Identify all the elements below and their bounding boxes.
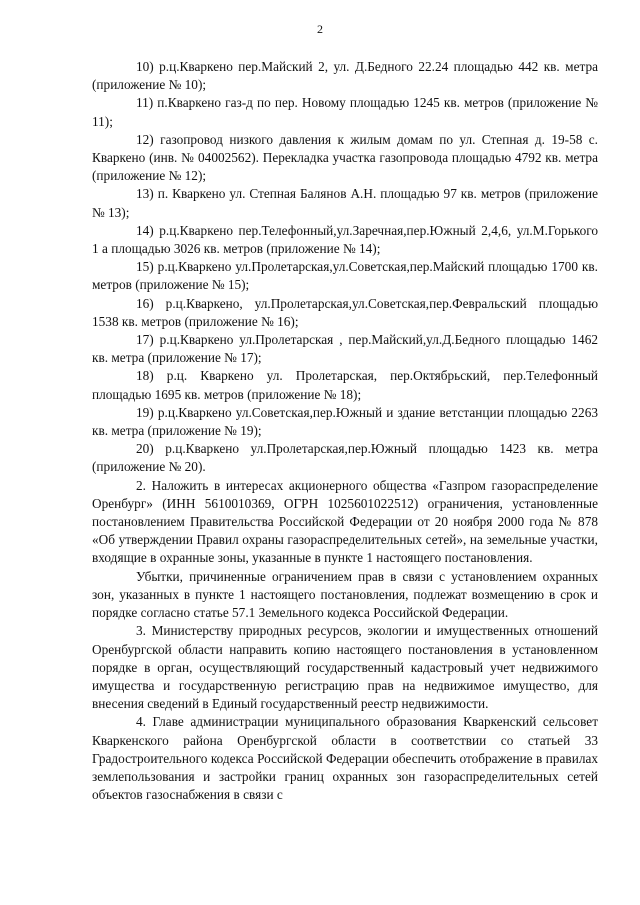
page-number: 2 [317, 22, 323, 36]
paragraph-item-16: 16) р.ц.Кваркено, ул.Пролетарская,ул.Советская,пер.Февральский площадью 1538 кв. метров (приложение № 16); [92, 295, 598, 329]
paragraph-clause-3: 3. Министерству природных ресурсов, экологии и имущественных отношений Оренбургской области направить копию настоящего постановления в установленном порядке в орган, осуществляющий государственный кадастровый учет недвижимого имущества и государственную регистрацию прав на недвижимое имущество, для внесения сведений в Единый государственный реестр недвижимости. [92, 623, 598, 712]
paragraph-item-14: 14) р.ц.Кваркено пер.Телефонный,ул.Заречная,пер.Южный 2,4,6, ул.М.Горького 1 а площадью 3026 кв. метров (приложение № 14); [92, 222, 598, 257]
paragraph-clause-2: 2. Наложить в интересах акционерного общества «Газпром газораспределение Оренбург» (ИНН 5610010369, ОГРН 1025601022512) ограничения, установленные постановлением Правительства Российской Федерации от 20 ноября 2000 года № 878 «Об утверждении Правил охраны газораспределительных сетей», на земельные участки, входящие в охранные зоны, указанные в пункте 1 настоящего постановления. [92, 477, 598, 566]
paragraph-clause-4: 4. Главе администрации муниципального образования Кваркенский сельсовет Кваркенского района Оренбургской области в соответствии со статьей 33 Градостроительного кодекса Российской Федерации обеспечить отображение в правилах землепользования и застройки границ охранных зон газораспределительных сетей объектов газоснабжения в связи с [92, 714, 598, 803]
paragraph-item-13: 13) п. Кваркено ул. Степная Балянов А.Н. площадью 97 кв. метров (приложение № 13); [92, 186, 598, 220]
paragraph-losses: Убытки, причиненные ограничением прав в связи с установлением охранных зон, указанных в пункте 1 настоящего постановления, подлежат возмещению в срок и порядке согласно статье 57.1 Земельного кодекса Российской Федерации. [92, 568, 598, 621]
paragraph-item-11: 11) п.Кваркено газ-д по пер. Новому площадью 1245 кв. метров (приложение № 11); [92, 95, 598, 129]
document-body [92, 58, 598, 804]
paragraph-item-17: 17) р.ц.Кваркено ул.Пролетарская , пер.Майский,ул.Д.Бедного площадью 1462 кв. метра (приложение № 17); [92, 332, 598, 366]
paragraph-item-12: 12) газопровод низкого давления к жилым домам по ул. Степная д. 19-58 с. Кваркено (инв. № 04002562). Перекладка участка газопровода площадью 4792 кв. метра (приложение № 12); [92, 131, 598, 184]
paragraph-item-15: 15) р.ц.Кваркено ул.Пролетарская,ул.Советская,пер.Майский площадью 1700 кв. метров (приложение № 15); [92, 259, 598, 293]
paragraph-item-20: 20) р.ц.Кваркено ул.Пролетарская,пер.Южный площадью 1423 кв. метра (приложение № 20). [92, 441, 598, 475]
paragraph-item-18: 18) р.ц. Кваркено ул. Пролетарская, пер.Октябрьский, пер.Телефонный площадью 1695 кв. метров (приложение № 18); [92, 368, 598, 402]
paragraph-item-10: 10) р.ц.Кваркено пер.Майский 2, ул. Д.Бедного 22.24 площадью 442 кв. метра (приложение № 10); [92, 59, 598, 93]
paragraph-item-19: 19) р.ц.Кваркено ул.Советская,пер.Южный и здание ветстанции площадью 2263 кв. метра (приложение № 19); [92, 404, 598, 439]
